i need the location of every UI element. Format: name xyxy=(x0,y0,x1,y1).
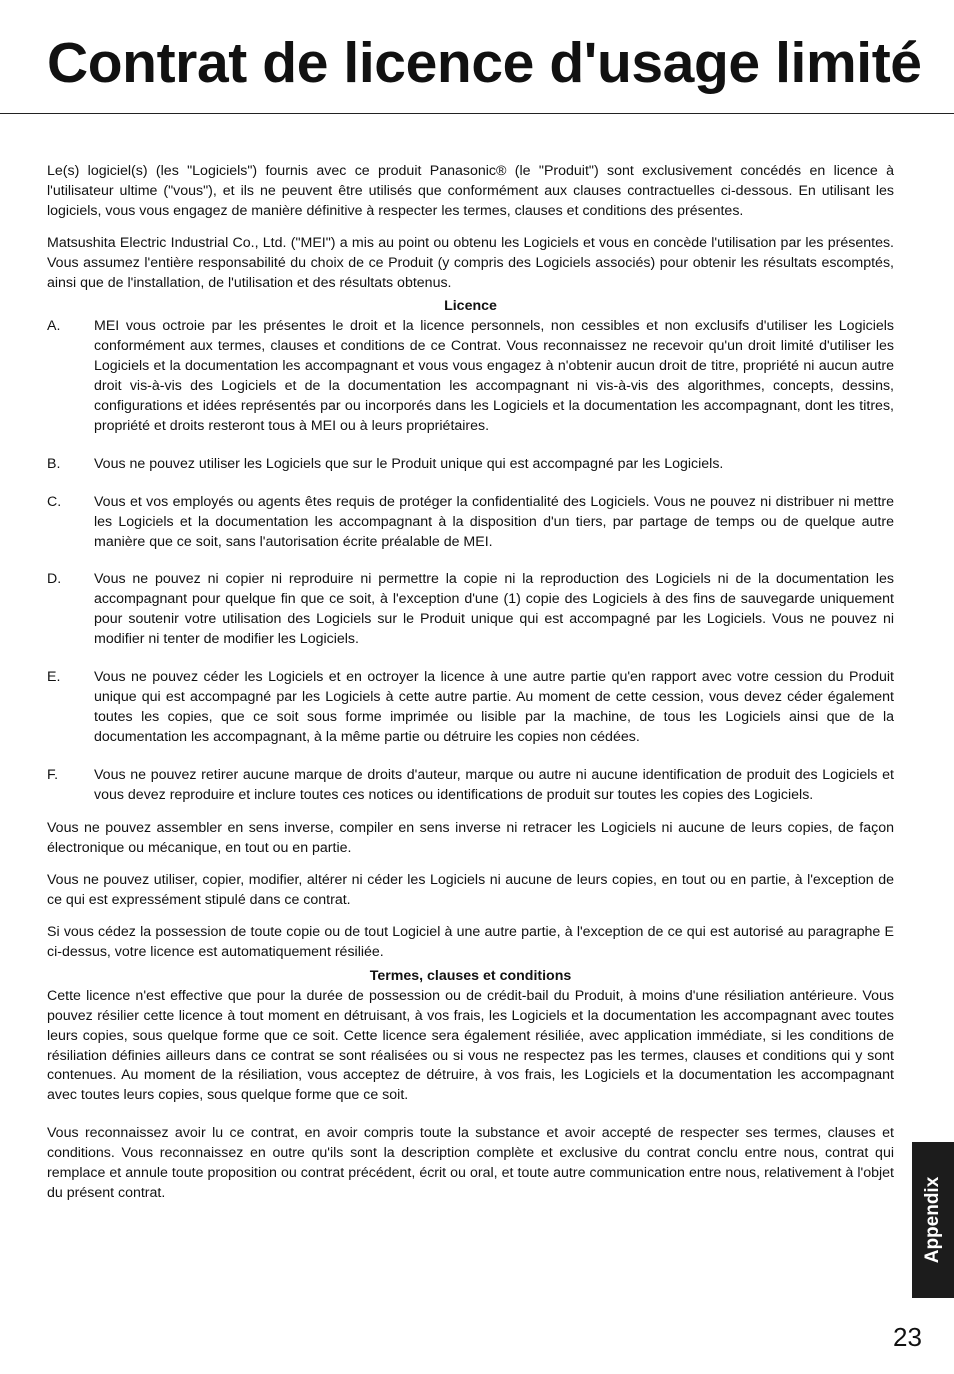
terms-paragraph: Cette licence n'est effective que pour la durée de possession ou de crédit-bail du Produit, à moins d'une résiliation antérieure. Vous pouvez résilier cette licence à tout moment en détruisant, à vos frais, les Logiciels et la documentation les accompagnant avec toutes leurs copies, sous quelque forme que ce soit. Cette licence sera également résiliée, avec application immédiate, si les conditions de résiliation définies ailleurs dans ce contrat se sont réalisées ou si vous ne respectez pas les termes, clauses et conditions qui y sont contenues. Au moment de la résiliation, vous acceptez de détruire, à vos frais, les Logiciels et la documentation les accompagnant avec toutes leurs copies, sous quelque forme que ce soit. xyxy=(47,987,894,1104)
appendix-side-tab xyxy=(912,1142,954,1298)
restriction-paragraph: Vous ne pouvez assembler en sens inverse, compiler en sens inverse ni retracer les Logiciels ni aucune de leurs copies, de façon électronique ou mécanique, en tout ou en partie. xyxy=(47,820,894,857)
intro-paragraph: Matsushita Electric Industrial Co., Ltd. ("MEI") a mis au point ou obtenu les Logiciels et vous en concède l'utilisation par les présentes. Vous assumez l'entière responsabilité du choix de ce Produit (y compris des Logiciels associés) pour obtenir les résultats escomptés, ainsi que de l'installation, de l'utilisation et des résultats obtenus. xyxy=(47,234,894,291)
restriction-paragraph: Si vous cédez la possession de toute copie ou de tout Logiciel à une autre partie, à l'exception de ce qui est autorisé au paragraphe E ci-dessus, votre licence est automatiquement résiliée. xyxy=(47,924,894,960)
page-number: 23 xyxy=(893,1322,922,1352)
terms-paragraph: Vous reconnaissez avoir lu ce contrat, en avoir compris toute la substance et avoir accepté de respecter ses termes, clauses et conditions. Vous reconnaissez en outre qu'ils sont la description complète et exclusive du contrat conclu entre nous, contrat qui remplace et annule toute proposition ou contrat précédent, écrit ou oral, et toute autre communication entre nous, relativement à l'objet du présent contrat. xyxy=(47,1125,894,1201)
clause-letter: D. xyxy=(47,571,62,588)
clause-text: Vous et vos employés ou agents êtes requis de protéger la confidentialité des Logiciels. Vous ne pouvez ni distribuer ni mettre les Logiciels et la documentation les accompagnant à la disposition d'un tiers, par partage de temps ou de quelque autre manière que ce soit, sans l'autorisation écrite préalable de MEI. xyxy=(94,493,894,550)
clause-f xyxy=(47,766,894,806)
clause-text: Vous ne pouvez retirer aucune marque de droits d'auteur, marque ou autre ni aucune identification de produit des Logiciels et vous devez reproduire et inclure toutes ces notices ou identifications de produit sur toutes les copies des Logiciels. xyxy=(94,766,894,803)
clause-text: Vous ne pouvez ni copier ni reproduire ni permettre la copie ni la reproduction des Logiciels ni de la documentation les accompagnant pour quelque fin que ce soit, à l'exception d'une (1) copie des Logiciels à des fins de sauvegarde uniquement pour soutenir votre utilisation des Logiciels sur le Produit unique qui est accompagné par les Logiciels. Vous ne pouvez ni modifier ni tenter de modifier les Logiciels. xyxy=(94,571,894,648)
page-title: Contrat de licence d'usage limité xyxy=(47,31,922,95)
clause-letter: A. xyxy=(47,318,61,335)
clause-text: Vous ne pouvez utiliser les Logiciels que sur le Produit unique qui est accompagné par les Logiciels. xyxy=(94,455,724,472)
clause-letter: C. xyxy=(47,493,62,510)
clause-a xyxy=(47,317,894,436)
clause-letter: E. xyxy=(47,669,61,686)
clause-text: Vous ne pouvez céder les Logiciels et en octroyer la licence à une autre partie qu'en rapport avec votre cession du Produit unique qui est accompagné par les Logiciels à cette autre partie. Au moment de cette cession, vous devez céder également toutes les copies, que ce soit sous forme imprimée ou lisible par la machine, de tous les Logiciels ainsi que de la documentation les accompagnant, à la même partie ou détruire les copies non cédées. xyxy=(94,669,894,745)
clause-text: MEI vous octroie par les présentes le droit et la licence personnels, non cessibles et non exclusifs d'utiliser les Logiciels conformément aux termes, clauses et conditions de ce Contrat. Vous reconnaissez ne recevoir qu'un droit limité d'utiliser les Logiciels et la documentation les accompagnant et vous vous engagez à n'obtenir aucun droit de titre, propriété ni aucun autre droit vis-à-vis des Logiciels et de la documentation les accompagnant ni vis-à-vis des algorithmes, concepts, dessins, configurations et idées représentés par ou incorporés dans les Logiciels et la documentation les accompagnant, dont les titres, propriété et droits resteront tous à MEI ou à leurs propriétaires. xyxy=(94,318,894,434)
section-heading-terms: Termes, clauses et conditions xyxy=(369,967,572,984)
clause-d xyxy=(47,570,894,650)
clause-b xyxy=(47,455,894,475)
intro-paragraph: Le(s) logiciel(s) (les "Logiciels") fournis avec ce produit Panasonic® (le "Produit") sont exclusivement concédés en licence à l'utilisateur ultime ("vous"), et ils ne peuvent être utilisés que conformément aux clauses contractuelles ci-dessous. En utilisant les logiciels, vous vous engagez de manière définitive à respecter les termes, clauses et conditions des présentes. xyxy=(47,163,894,219)
document-body xyxy=(47,162,894,1216)
title-divider xyxy=(0,113,954,114)
clause-c xyxy=(47,493,894,553)
clause-letter: F. xyxy=(47,766,59,783)
restriction-paragraph: Vous ne pouvez utiliser, copier, modifier, altérer ni céder les Logiciels ni aucune de leurs copies, en tout ou en partie, à l'exception de ce qui est expressément stipulé dans ce contrat. xyxy=(47,872,894,909)
appendix-tab-label: Appendix xyxy=(922,1176,943,1264)
clause-letter: B. xyxy=(47,455,61,472)
clause-e xyxy=(47,668,894,748)
section-heading-licence: Licence xyxy=(444,298,497,315)
